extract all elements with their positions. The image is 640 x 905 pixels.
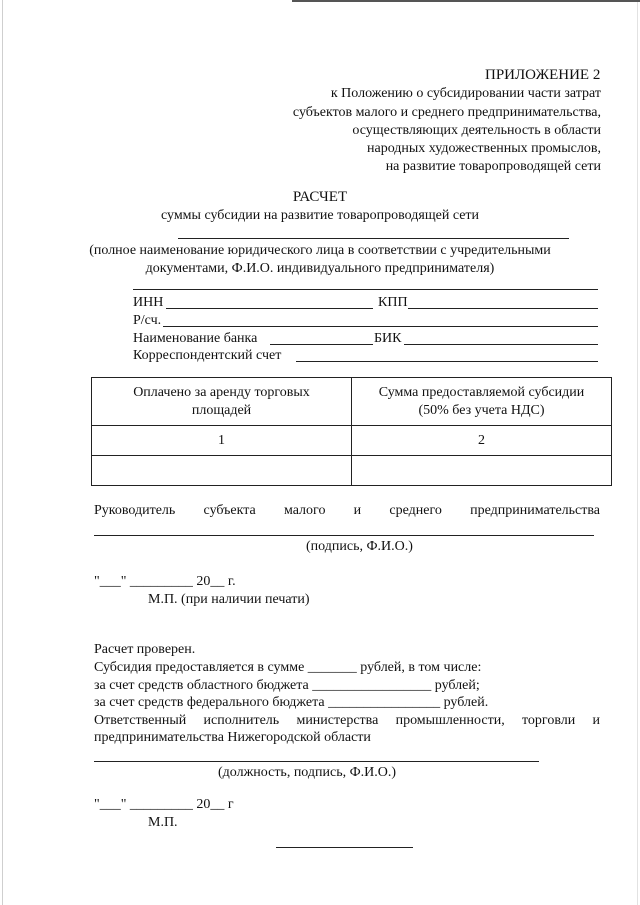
bik-label: БИК [374,331,402,346]
head-of-entity-text: Руководитель субъекта малого и среднего предпринимательства [94,503,600,518]
executor-signature-line [94,761,539,762]
document-subtitle: суммы субсидии на развитие товаропроводящей сети [160,208,480,223]
closing-line [276,847,413,848]
kpp-field-line [408,308,598,309]
check-stamp: М.П. [148,815,178,830]
inn-label: ИНН [133,295,164,310]
table-header-rent [92,378,352,426]
rent-header-line-2: площадей [191,402,252,418]
header-line-5: на развитие товаропроводящей сети [385,159,601,174]
table-header-subsidy [352,378,612,426]
head-date: "___" _________ 20__ г. [94,574,236,589]
account-field-line [163,326,598,327]
appendix-title: ПРИЛОЖЕНИЕ 2 [485,67,601,83]
rent-paid-cell [92,456,352,486]
subsidy-table [91,377,612,486]
document-title: РАСЧЕТ [292,189,348,205]
inn-field-line [166,308,373,309]
corr-account-field-line [296,361,598,362]
table-header-row [92,378,612,426]
subsidy-header-line-1: Сумма предоставляемой субсидии [378,384,585,400]
head-signature-caption: (подпись, Ф.И.О.) [306,539,413,554]
header-line-2: субъектов малого и среднего предпринимательства, [292,105,601,120]
header-line-3: осуществляющих деятельность в области [352,123,601,138]
bank-name-field-line [270,344,373,345]
table-number-row [92,426,612,456]
kpp-label: КПП [378,295,408,310]
executor-signature-caption: (должность, подпись, Ф.И.О.) [218,765,397,780]
head-stamp: М.П. (при наличии печати) [148,592,310,607]
header-line-4: народных художественных промыслов, [366,141,601,156]
page-right-edge [637,0,638,905]
page-left-edge [2,0,3,905]
executor-text: Ответственный исполнитель министерства промышленности, торговли и предпринимательства Нижегородской области [94,713,600,745]
entity-name-line-2 [133,289,598,290]
bik-field-line [404,344,598,345]
corr-account-label: Корреспондентский счет [133,348,282,363]
column-number-1: 1 [92,426,352,456]
entity-name-line [178,238,569,239]
header-line-1: к Положению о субсидировании части затрат [330,86,601,101]
rent-header-line-1: Оплачено за аренду торговых [133,384,310,400]
bank-name-label: Наименование банка [133,331,258,346]
check-date: "___" _________ 20__ г [94,797,234,812]
table-row [92,456,612,486]
entity-caption-1: (полное наименование юридического лица в соответствии с учредительными [89,243,551,258]
entity-caption-2: документами, Ф.И.О. индивидуального предпринимателя) [145,261,495,276]
column-number-2: 2 [352,426,612,456]
head-signature-line [94,535,594,536]
regional-budget-line: за счет средств областного бюджета _________________ рублей; [94,678,480,693]
page-top-edge [292,0,640,2]
federal-budget-line: за счет средств федерального бюджета ________________ рублей. [94,695,489,710]
subsidy-amount-line: Субсидия предоставляется в сумме _______ рублей, в том числе: [94,660,482,675]
subsidy-header-line-2: (50% без учета НДС) [418,402,545,418]
account-label: Р/сч. [133,313,162,328]
subsidy-amount-cell [352,456,612,486]
check-heading: Расчет проверен. [94,642,196,657]
